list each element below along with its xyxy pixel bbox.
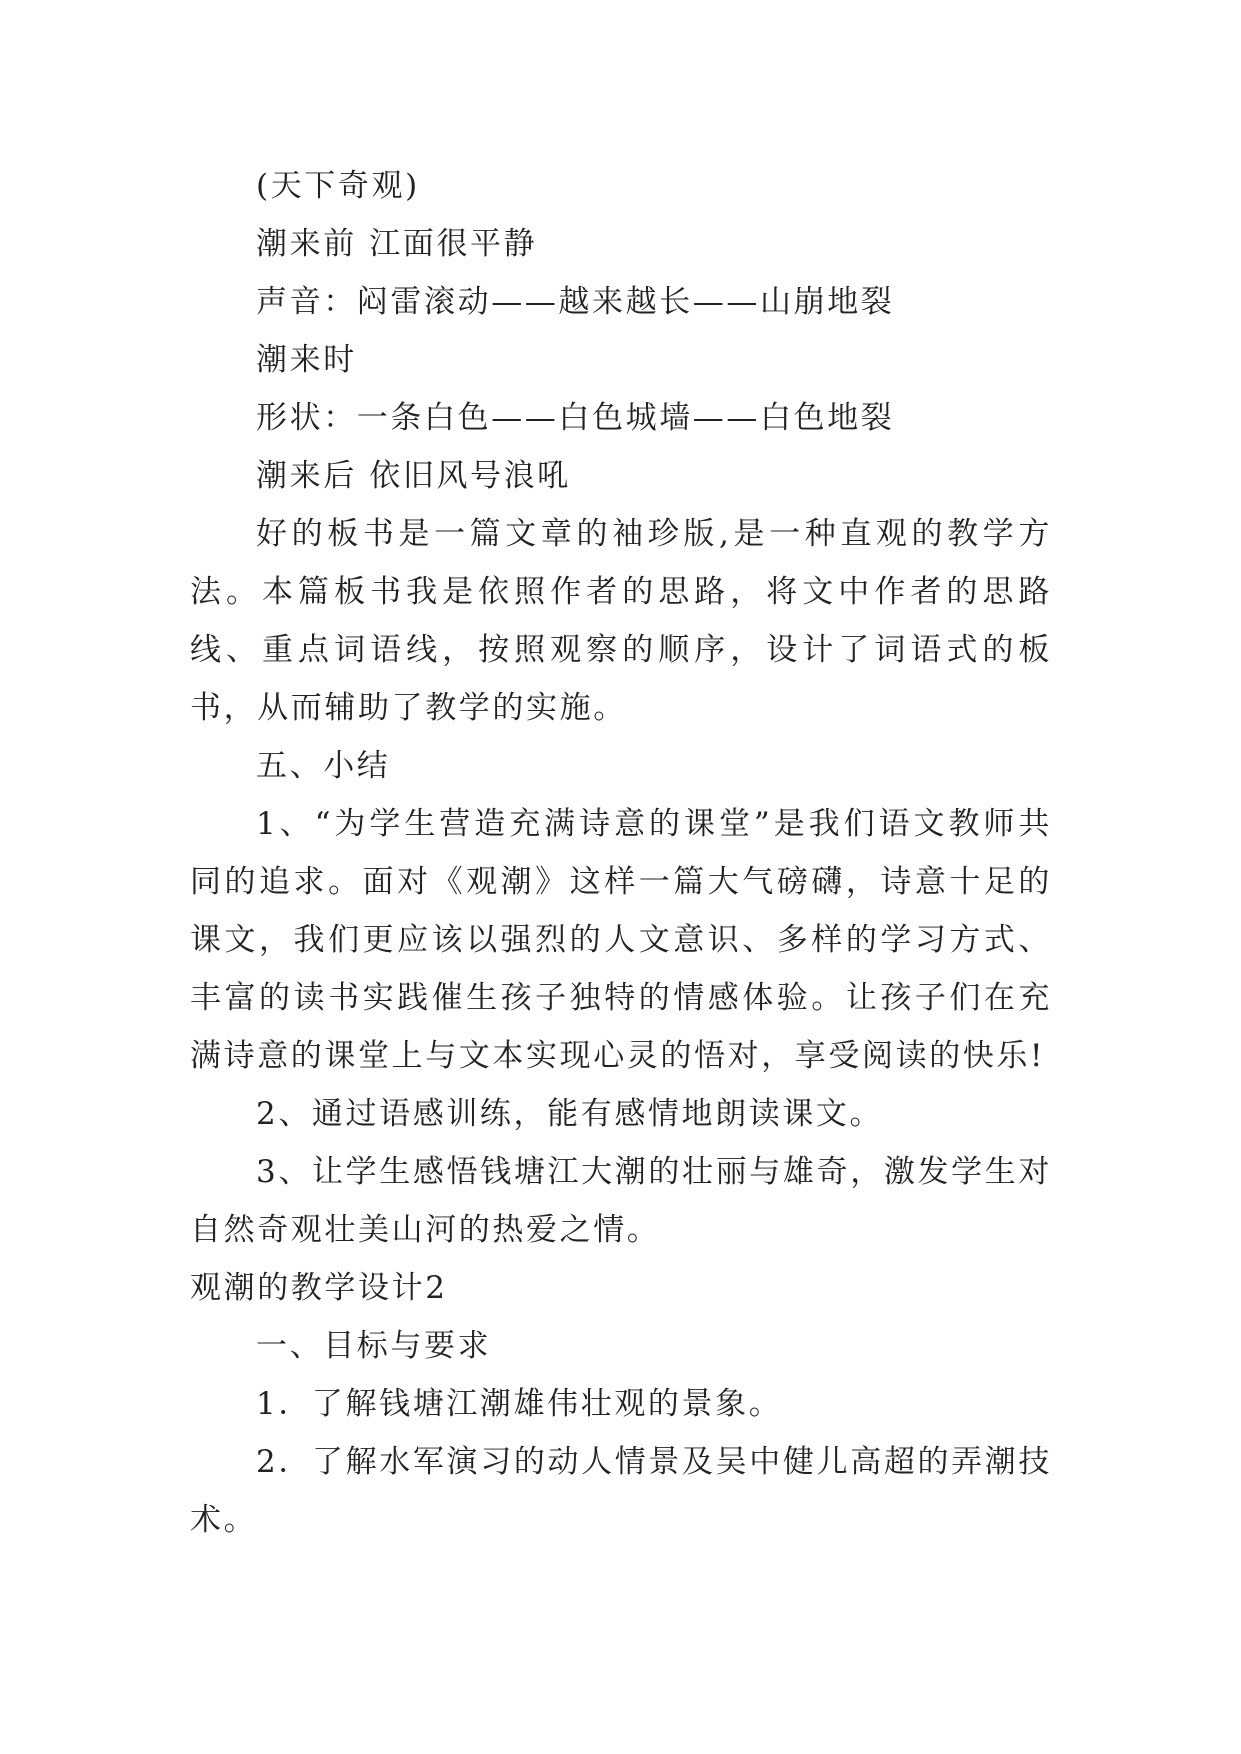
- board-line-during-tide: 潮来时: [256, 342, 357, 378]
- summary-heading: 五、小结: [256, 748, 391, 784]
- goal-item-1: 1．了解钱塘江潮雄伟壮观的景象。: [256, 1386, 783, 1422]
- summary-item-2: 2、通过语感训练，能有感情地朗读课文。: [256, 1096, 884, 1132]
- board-line-sound: 声音：闷雷滚动——越来越长——山崩地裂: [256, 284, 895, 320]
- board-design-paragraph: 好的板书是一篇文章的袖珍版,是一种直观的教学方法。本篇板书我是依照作者的思路，将文中作者的思路线、重点词语线，按照观察的顺序，设计了词语式的板书，从而辅助了教学的实施。: [190, 516, 1052, 726]
- board-line-heading: (天下奇观): [256, 168, 420, 204]
- board-line-shape: 形状：一条白色——白色城墙——白色地裂: [256, 400, 895, 436]
- board-line-after-tide: 潮来后 依旧风号浪吼: [256, 458, 571, 494]
- summary-item-1: 1、“为学生营造充满诗意的课堂”是我们语文教师共同的追求。面对《观潮》这样一篇大气磅礴，诗意十足的课文，我们更应该以强烈的人文意识、多样的学习方式、丰富的读书实践催生孩子独特的情感体验。让孩子们在充满诗意的课堂上与文本实现心灵的悟对，享受阅读的快乐!: [190, 806, 1052, 1074]
- document-body: [190, 157, 1052, 1549]
- summary-item-3: 3、让学生感悟钱塘江大潮的壮丽与雄奇，激发学生对自然奇观壮美山河的热爱之情。: [190, 1154, 1052, 1248]
- section-title: 观潮的教学设计2: [190, 1270, 448, 1306]
- board-line-before-tide: 潮来前 江面很平静: [256, 226, 538, 262]
- goal-item-2: 2．了解水军演习的动人情景及吴中健儿高超的弄潮技术。: [190, 1444, 1052, 1538]
- goals-heading: 一、目标与要求: [256, 1328, 492, 1364]
